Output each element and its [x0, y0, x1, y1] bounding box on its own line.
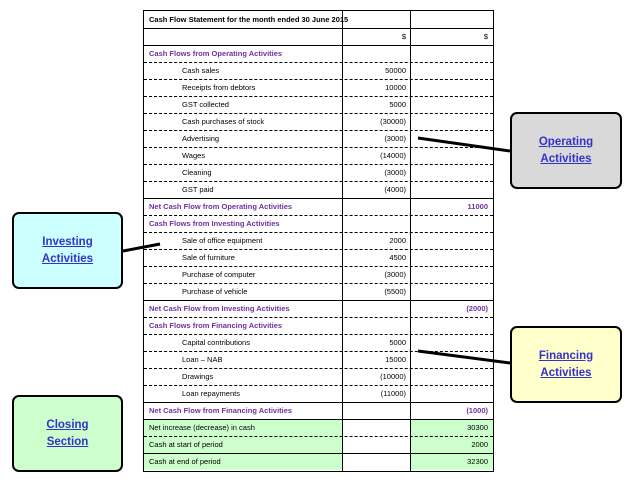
financing-net-label: Net Cash Flow from Financing Activities	[149, 406, 293, 415]
row-value: 5000	[389, 338, 406, 347]
row-value: 15000	[385, 355, 406, 364]
row-value: 5000	[389, 100, 406, 109]
closing-label: Net increase (decrease) in cash	[149, 423, 255, 432]
closing-callout-line1: Closing	[46, 418, 89, 431]
table-row	[144, 62, 493, 80]
investing-net-value: (2000)	[466, 304, 488, 313]
investing-callout	[12, 212, 123, 289]
financing-heading: Cash Flows from Financing Activities	[149, 321, 283, 330]
investing-callout-line2: Activities	[41, 252, 94, 265]
row-label: Cleaning	[182, 168, 212, 177]
row-label: Advertising	[182, 134, 220, 143]
row-value: 2000	[389, 236, 406, 245]
row-value: (10000)	[380, 372, 406, 381]
row-value: 4500	[389, 253, 406, 262]
table-row	[144, 164, 493, 182]
table-row	[144, 385, 493, 403]
financing-heading-row	[144, 317, 493, 335]
row-value: (11000)	[380, 389, 406, 398]
column-header-2: $	[483, 32, 488, 41]
row-value: (14000)	[380, 151, 406, 160]
operating-callout	[510, 112, 622, 189]
table-row	[144, 79, 493, 97]
column-header-row	[144, 28, 493, 46]
row-value: (3000)	[384, 134, 406, 143]
table-row	[144, 113, 493, 131]
financing-callout-line2: Activities	[540, 366, 592, 379]
operating-heading: Cash Flows from Operating Activities	[149, 49, 283, 58]
financing-callout	[510, 326, 622, 403]
row-value: 50000	[385, 66, 406, 75]
operating-net-row	[144, 198, 493, 216]
operating-callout-line2: Activities	[540, 152, 592, 165]
row-value: 10000	[385, 83, 406, 92]
investing-net-label: Net Cash Flow from Investing Activities	[149, 304, 290, 313]
row-label: Loan – NAB	[182, 355, 223, 364]
table-row	[144, 249, 493, 267]
financing-net-row	[144, 402, 493, 420]
table-row	[144, 232, 493, 250]
row-label: Loan repayments	[182, 389, 240, 398]
financing-net-value: (1000)	[466, 406, 488, 415]
cash-flow-statement	[143, 10, 494, 472]
row-label: Capital contributions	[182, 338, 250, 347]
closing-callout	[12, 395, 123, 472]
row-label: Purchase of computer	[182, 270, 256, 279]
row-label: Sale of office equipment	[182, 236, 263, 245]
table-row	[144, 181, 493, 199]
closing-label: Cash at start of period	[149, 440, 223, 449]
operating-callout-line1: Operating	[538, 135, 594, 148]
closing-label: Cash at end of period	[149, 457, 221, 466]
table-row	[144, 130, 493, 148]
row-label: Sale of furniture	[182, 253, 235, 262]
closing-callout-line2: Section	[46, 435, 89, 448]
table-row	[144, 351, 493, 369]
row-value: (3000)	[384, 270, 406, 279]
row-label: Drawings	[182, 372, 214, 381]
operating-net-label: Net Cash Flow from Operating Activities	[149, 202, 293, 211]
row-label: Wages	[182, 151, 206, 160]
statement-title-row	[144, 11, 493, 29]
investing-heading-row	[144, 215, 493, 233]
statement-title: Cash Flow Statement for the month ended 30 June 2015	[149, 15, 349, 24]
row-label: Cash purchases of stock	[182, 117, 265, 126]
row-label: GST collected	[182, 100, 229, 109]
investing-callout-line1: Investing	[42, 235, 93, 248]
investing-heading: Cash Flows from Investing Activities	[149, 219, 280, 228]
column-header-1: $	[401, 32, 406, 41]
closing-row	[144, 453, 493, 470]
table-row	[144, 283, 493, 301]
operating-heading-row	[144, 45, 493, 63]
table-row	[144, 334, 493, 352]
closing-value: 32300	[467, 457, 488, 466]
financing-callout-line1: Financing	[538, 349, 594, 362]
table-row	[144, 368, 493, 386]
table-row	[144, 147, 493, 165]
closing-row	[144, 419, 493, 437]
investing-net-row	[144, 300, 493, 318]
row-label: Purchase of vehicle	[182, 287, 248, 296]
closing-value: 30300	[467, 423, 488, 432]
row-label: Cash sales	[182, 66, 220, 75]
row-label: GST paid	[182, 185, 214, 194]
row-value: (5500)	[384, 287, 406, 296]
row-value: (3000)	[384, 168, 406, 177]
row-label: Receipts from debtors	[182, 83, 256, 92]
closing-row	[144, 436, 493, 454]
table-row	[144, 266, 493, 284]
table-row	[144, 96, 493, 114]
operating-net-value: 11000	[467, 202, 488, 211]
closing-value: 2000	[471, 440, 488, 449]
row-value: (30000)	[380, 117, 406, 126]
row-value: (4000)	[384, 185, 406, 194]
